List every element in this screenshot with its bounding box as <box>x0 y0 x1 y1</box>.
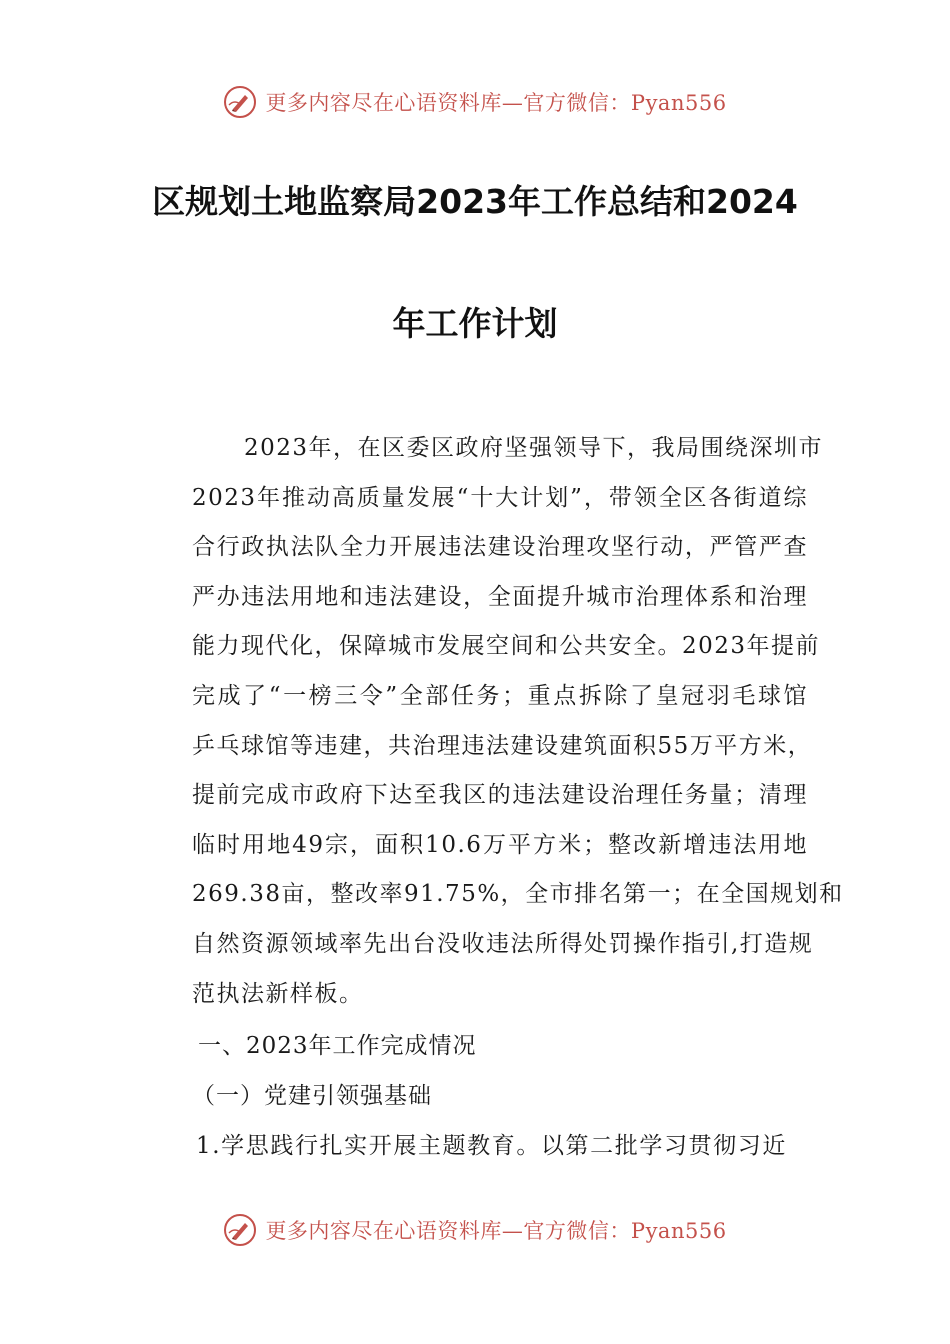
intro-line: 严办违法用地和违法建设，全面提升城市治理体系和治理 <box>192 583 808 610</box>
pen-nib-logo-icon <box>223 85 257 119</box>
intro-line: 2023年，在区委区政府坚强领导下，我局围绕深圳市 <box>244 435 824 461</box>
intro-line: 能力现代化，保障城市发展空间和公共安全。2023年提前 <box>192 633 821 660</box>
intro-line: 乒乓球馆等违建，共治理违法建设建筑面积55万平方米， <box>192 732 813 759</box>
intro-line: 合行政执法队全力开展违法建设治理攻坚行动，严管严查 <box>192 534 808 561</box>
intro-line: 提前完成市政府下达至我区的违法建设治理任务量；清理 <box>192 782 808 809</box>
intro-line: 完成了“一榜三令”全部任务；重点拆除了皇冠羽毛球馆 <box>192 682 808 709</box>
intro-line: 临时用地49宗，面积10.6万平方米；整改新增违法用地 <box>192 831 808 858</box>
intro-line: 2023年推动高质量发展“十大计划”，带领全区各街道综 <box>192 484 808 511</box>
intro-paragraph <box>146 424 844 1019</box>
watermark-banner-bottom <box>0 1210 950 1250</box>
pen-nib-logo-icon <box>223 1213 257 1247</box>
watermark-text: 更多内容尽在心语资料库—官方微信：Pyan556 <box>265 91 727 115</box>
document-title-line-2: 年工作计划 <box>392 304 558 343</box>
subsection-heading: （一）党建引领强基础 <box>192 1083 432 1109</box>
intro-line: 269.38亩，整改率91.75%，全市排名第一；在全国规划和 <box>192 881 844 908</box>
watermark-text: 更多内容尽在心语资料库—官方微信：Pyan556 <box>265 1219 727 1243</box>
intro-line: 范执法新样板。 <box>192 980 364 1007</box>
document-title-line-1: 区规划土地监察局2023年工作总结和2024 <box>152 182 798 221</box>
intro-line: 自然资源领域率先出台没收违法所得处罚操作指引,打造规 <box>192 930 814 957</box>
watermark-banner-top <box>0 82 950 122</box>
item-paragraph: 1.学思践行扎实开展主题教育。以第二批学习贯彻习近 <box>196 1133 787 1159</box>
section-heading: 一、2023年工作完成情况 <box>198 1033 477 1059</box>
